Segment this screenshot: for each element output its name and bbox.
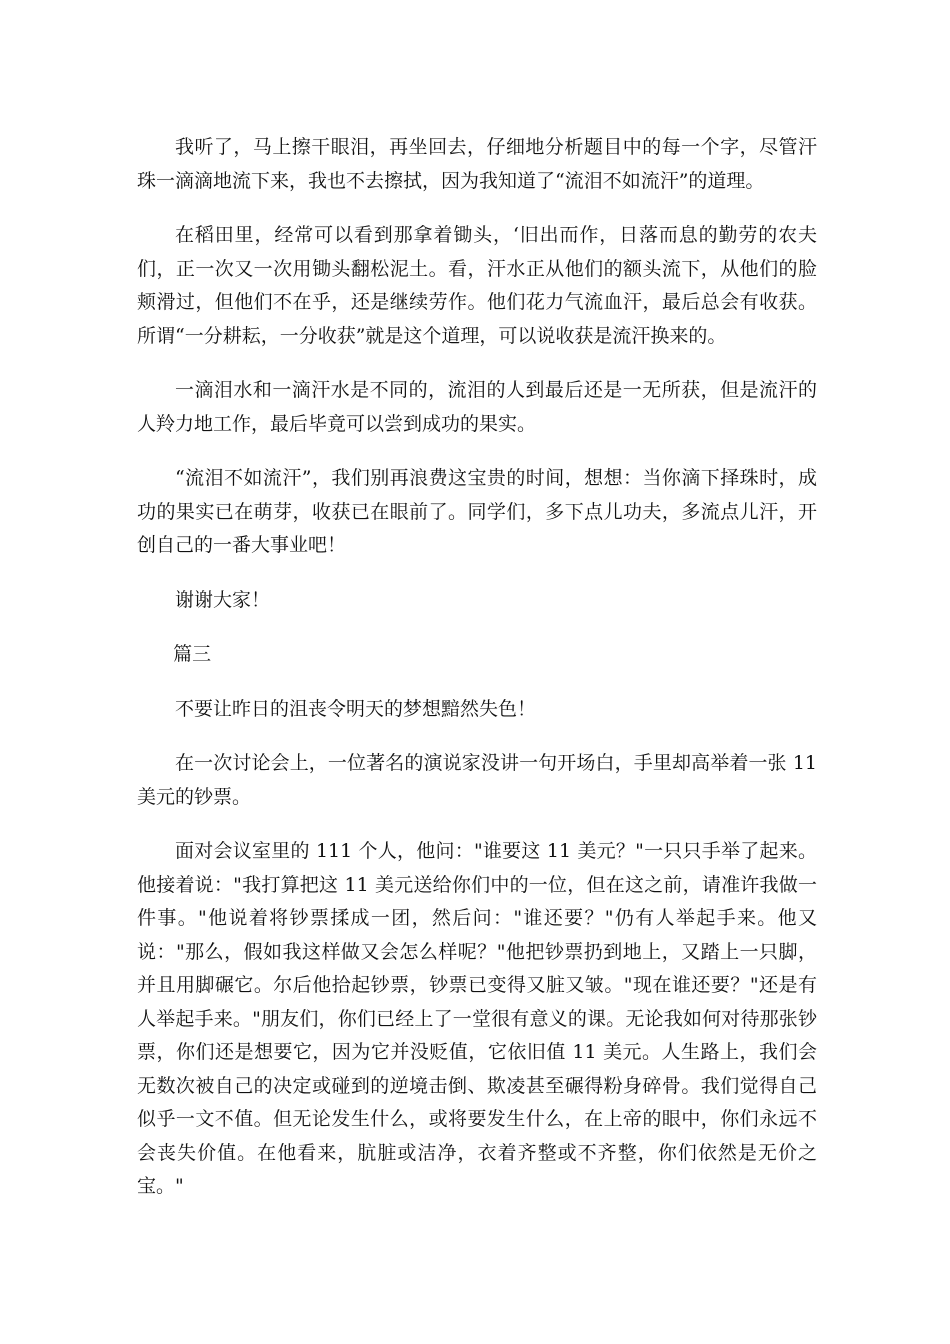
- paragraph: “流泪不如流汗”，我们别再浪费这宝贵的时间，想想：当你滴下择珠时，成功的果实已在萌芽，收获已在眼前了。同学们，多下点儿功夫，多流点儿汗，开创自己的一番大事业吧！: [137, 467, 817, 556]
- paragraph: 在稻田里，经常可以看到那拿着锄头，‘旧出而作，日落而息的勤劳的农夫们，正一次又一次用锄头翻松泥土。看，汗水正从他们的额头流下，从他们的脸颊滑过，但他们不在乎，还是继续劳作。他们花力气流血汗，最后总会有收获。所谓“一分耕耘，一分收获”就是这个道理，可以说收获是流汗换来的。: [137, 224, 817, 347]
- section-heading: 篇三: [173, 643, 212, 665]
- closing-line: 谢谢大家！: [175, 588, 271, 611]
- paragraph: 在一次讨论会上，一位著名的演说家没讲一句开场白，手里却高举着一张 11 美元的钞票。: [137, 752, 817, 808]
- paragraph: 面对会议室里的 111 个人，他问："谁要这 11 美元？"一只只手举了起来。他接着说："我打算把这 11 美元送给你们中的一位，但在这之前，请准许我做一件事。"他说着将钞票揉成一团，然后问："谁还要？"仍有人举起手来。他又说："那么，假如我这样做又会怎么样呢？"他把钞票扔到地上，又踏上一只脚，并且用脚碾它。尔后他拾起钞票，钞票已变得又脏又皱。"现在谁还要？"还是有人举起手来。"朋友们，你们已经上了一堂很有意义的课。无论我如何对待那张钞票，你们还是想要它，因为它并没贬值，它依旧值 11 美元。人生路上，我们会无数次被自己的决定或碰到的逆境击倒、欺凌甚至碾得粉身碎骨。我们觉得自己似乎一文不值。但无论发生什么，或将要发生什么，在上帝的眼中，你们永远不会丧失价值。在他看来，肮脏或洁净，衣着齐整或不齐整，你们依然是无价之宝。": [137, 840, 817, 1197]
- paragraph: 一滴泪水和一滴汗水是不同的，流泪的人到最后还是一无所获，但是流汗的人羚力地工作，最后毕竟可以尝到成功的果实。: [137, 379, 817, 435]
- document-body: [137, 131, 817, 1225]
- section-title-line: 不要让昨日的沮丧令明天的梦想黯然失色！: [175, 697, 537, 720]
- paragraph: 我听了，马上擦干眼泪，再坐回去，仔细地分析题目中的每一个字，尽管汗珠一滴滴地流下来，我也不去擦拭，因为我知道了“流泪不如流汗”的道理。: [137, 136, 817, 192]
